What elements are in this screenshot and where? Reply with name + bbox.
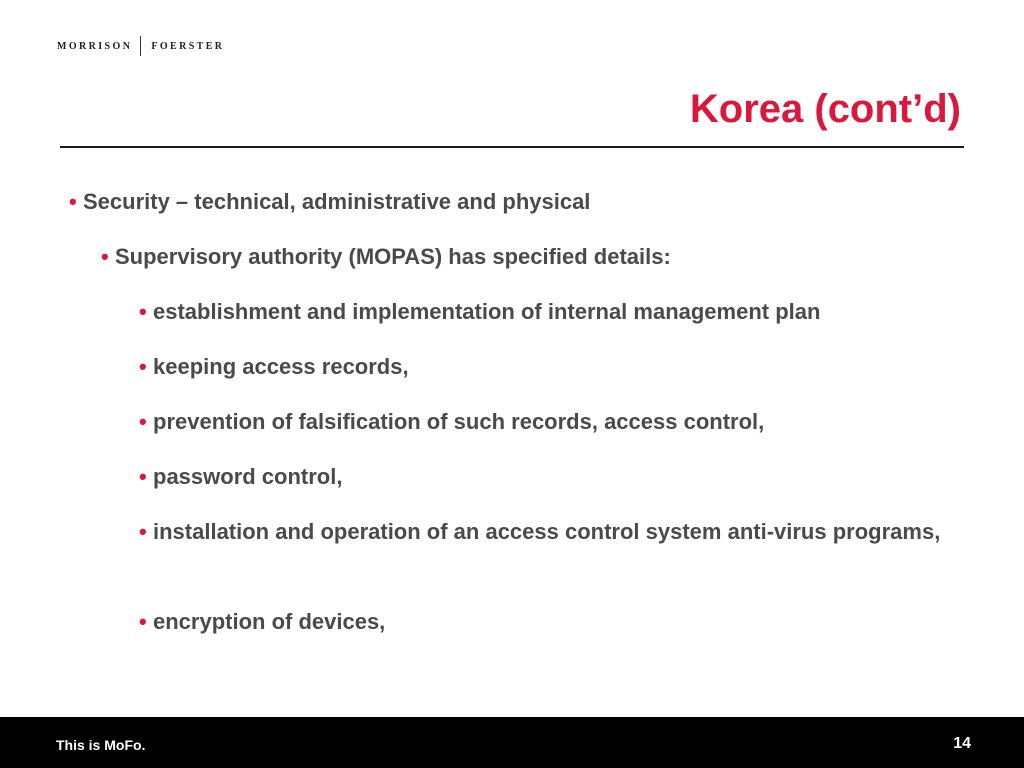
bullet-text: encryption of devices,	[153, 609, 386, 634]
bullet-text: Supervisory authority (MOPAS) has specified details:	[115, 244, 671, 269]
logo-divider	[140, 36, 141, 56]
bullet-item	[69, 185, 591, 219]
bullet-item	[101, 240, 671, 274]
bullet-item	[139, 350, 953, 384]
footer-bar	[0, 717, 1024, 768]
bullet-dot-icon: •	[139, 354, 147, 379]
bullet-text: Security – technical, administrative and physical	[83, 189, 591, 214]
page-number: 14	[953, 735, 971, 752]
footer-tagline: This is MoFo.	[56, 737, 146, 753]
bullet-text: establishment and implementation of internal management plan	[153, 299, 821, 324]
bullet-item	[139, 515, 953, 549]
logo-text-right: FOERSTER	[151, 40, 225, 52]
bullet-text: prevention of falsification of such records, access control,	[153, 409, 765, 434]
bullet-dot-icon: •	[139, 464, 147, 489]
bullet-item	[139, 405, 953, 439]
bullet-dot-icon: •	[139, 299, 147, 324]
title-underline	[60, 146, 964, 148]
bullet-item	[139, 295, 953, 329]
company-logo	[57, 36, 224, 56]
bullet-dot-icon: •	[101, 244, 109, 269]
bullet-text: password control,	[153, 464, 343, 489]
slide-title: Korea (cont’d)	[689, 87, 961, 131]
bullet-item	[139, 460, 953, 494]
bullet-text: installation and operation of an access control system anti-virus programs,	[153, 519, 941, 544]
bullet-dot-icon: •	[139, 609, 147, 634]
logo-text-left: MORRISON	[57, 40, 133, 52]
bullet-dot-icon: •	[139, 409, 147, 434]
bullet-dot-icon: •	[139, 519, 147, 544]
bullet-item	[139, 605, 953, 639]
bullet-dot-icon: •	[69, 189, 77, 214]
bullet-text: keeping access records,	[153, 354, 409, 379]
